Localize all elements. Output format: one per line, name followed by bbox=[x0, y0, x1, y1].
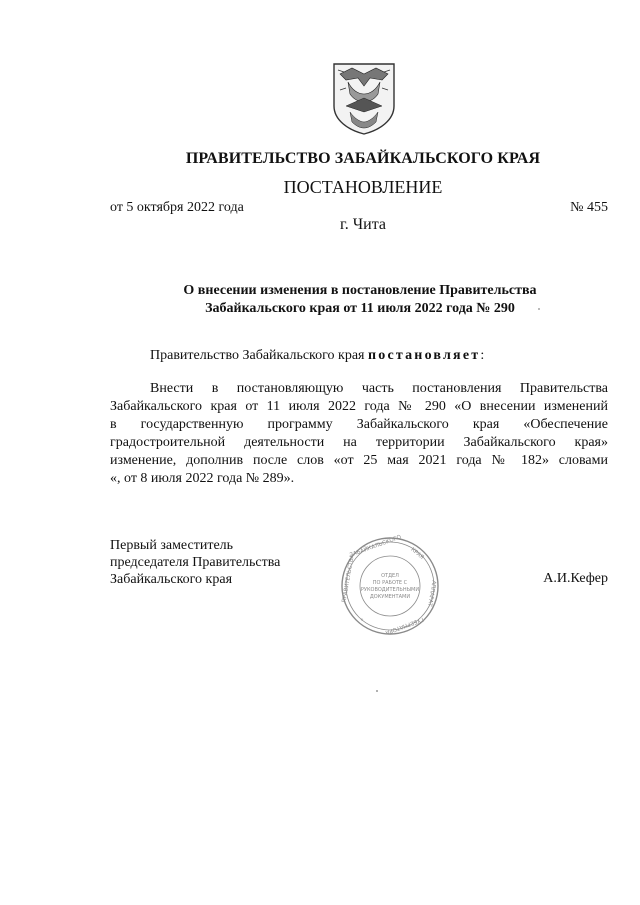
organization-title: ПРАВИТЕЛЬСТВО ЗАБАЙКАЛЬСКОГО КРАЯ bbox=[185, 150, 541, 167]
preamble-tail: : bbox=[480, 348, 485, 363]
preamble bbox=[150, 348, 484, 364]
scan-artifact bbox=[376, 690, 378, 692]
signer-name: А.И.Кефер bbox=[543, 571, 608, 586]
body-line: изменение, дополнив после слов «от 25 мая 2021 года № 182» словами bbox=[110, 453, 608, 468]
document-subject bbox=[110, 282, 610, 318]
preamble-text: Правительство Забайкальского края bbox=[150, 348, 368, 363]
official-seal-icon bbox=[340, 515, 440, 657]
document-date: от 5 октября 2022 года bbox=[110, 200, 244, 215]
scan-artifact bbox=[538, 308, 540, 310]
svg-text:*: * bbox=[360, 614, 366, 622]
svg-text:РУКОВОДИТЕЛЬНЫМИ: РУКОВОДИТЕЛЬНЫМИ bbox=[360, 587, 420, 593]
body-line: Внести в постановляющую часть постановления Правительства bbox=[150, 381, 608, 396]
svg-text:ПРАВИТЕЛЬСТВА: ПРАВИТЕЛЬСТВА bbox=[341, 554, 356, 604]
svg-text:КРАЯ: КРАЯ bbox=[409, 546, 425, 561]
svg-text:ПО РАБОТЕ С: ПО РАБОТЕ С bbox=[372, 580, 408, 586]
position-line: председателя Правительства bbox=[110, 555, 281, 570]
svg-text:ЗАБАЙКАЛЬСКОГО: ЗАБАЙКАЛЬСКОГО bbox=[349, 534, 403, 559]
document-type: ПОСТАНОВЛЕНИЕ bbox=[283, 177, 443, 197]
svg-text:ОТДЕЛ: ОТДЕЛ bbox=[381, 573, 399, 579]
document-number: № 455 bbox=[570, 200, 608, 215]
position-line: Первый заместитель bbox=[110, 538, 234, 553]
document-city: г. Чита bbox=[339, 216, 386, 233]
document-body bbox=[110, 380, 608, 488]
signature-position bbox=[110, 537, 280, 588]
body-line: Забайкальского края от 11 июля 2022 года № 290 «О внесении изменений bbox=[110, 399, 608, 414]
svg-text:АППАРАТ: АППАРАТ bbox=[426, 579, 437, 607]
svg-text:ДОКУМЕНТАМИ: ДОКУМЕНТАМИ bbox=[369, 594, 411, 600]
subject-line: Забайкальского края от 11 июля 2022 года № 290 bbox=[205, 301, 515, 316]
body-line: «, от 8 июля 2022 года № 289». bbox=[110, 471, 295, 486]
svg-text:ГУБЕРНАТОРА: ГУБЕРНАТОРА bbox=[384, 615, 425, 636]
body-line: в государственную программу Забайкальского края «Обеспечение bbox=[110, 417, 608, 432]
subject-line: О внесении изменения в постановление Правительства bbox=[183, 283, 537, 298]
preamble-keyword: постановляет bbox=[367, 348, 481, 363]
body-line: градостроительной деятельности на территории Забайкальского края» bbox=[110, 435, 608, 450]
position-line: Забайкальского края bbox=[110, 572, 233, 587]
coat-of-arms-icon bbox=[330, 60, 398, 136]
